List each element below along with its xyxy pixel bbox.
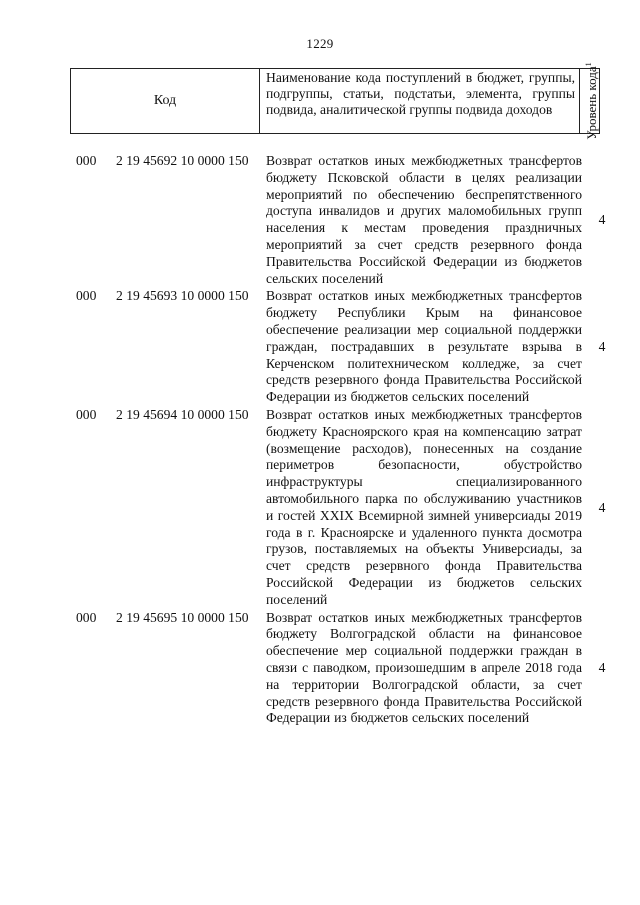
row-admin-code: 000 [76, 288, 97, 304]
row-code: 2 19 45695 10 0000 150 [116, 609, 249, 625]
row-admin-code: 000 [76, 406, 97, 422]
table-row [0, 407, 640, 609]
header-level-text [581, 62, 597, 139]
row-name: Возврат остатков иных межбюджетных трансфертов бюджету Республики Крым на финансовое обеспечение реализации мер социальной поддержки граждан, пострадавших в результате взрыва в Керченском политехническом колледже, за счет средств резервного фонда Правительства Российской Федерации из бюджетов сельских поселений [266, 288, 582, 405]
row-name: Возврат остатков иных межбюджетных трансфертов бюджету Псковской области в целях реализации мероприятий по обеспечению беспрепятственного доступа инвалидов и других маломобильных групп населения к местам проведения праздничных мероприятий за счет средств резервного фонда Правительства Российской Федерации из бюджетов сельских поселений [266, 153, 582, 286]
row-code: 2 19 45693 10 0000 150 [116, 288, 249, 304]
row-level: 4 [598, 499, 606, 515]
table-row [0, 288, 640, 406]
row-name: Возврат остатков иных межбюджетных трансфертов бюджету Красноярского края на компенсацию затрат (возмещение расходов), понесенных на создание периметров безопасности, обустройство инфраструктуры специализированного автомобильного парка по обслуживанию участников и гостей XXIX Всемирной зимней универсиады 2019 года в г. Красноярске и удаленного пункта досмотра грузов, поставляемых на объекты Универсиады, за счет средств резервного фонда Правительства Российской Федерации из бюджетов сельских поселений [266, 406, 582, 607]
header-code: Код [71, 69, 260, 133]
table-row [0, 153, 640, 287]
header-name: Наименование кода поступлений в бюджет, группы, подгруппы, статьи, подстатьи, элемента, группы подвида, аналитической группы подвида доходов [260, 69, 580, 133]
table-header [70, 62, 600, 140]
row-name: Возврат остатков иных межбюджетных трансфертов бюджету Волгоградской области на финансовое обеспечение мер социальной поддержки граждан в связи с паводком, произошедшим в апреле 2018 года на территории Волгоградской области, за счет средств резервного фонда Правительства Российской Федерации из бюджетов сельских поселений [266, 609, 582, 726]
header-level [580, 62, 599, 140]
page-number: 1229 [306, 36, 334, 51]
row-code: 2 19 45692 10 0000 150 [116, 153, 249, 168]
row-admin-code: 000 [76, 609, 97, 625]
row-level: 4 [598, 339, 606, 355]
table-body [0, 153, 640, 728]
table-row [0, 610, 640, 728]
row-admin-code: 000 [76, 153, 97, 168]
header-level-footnote: 1 [583, 62, 593, 67]
row-code: 2 19 45694 10 0000 150 [116, 406, 249, 422]
row-level: 4 [598, 660, 606, 676]
row-level: 4 [598, 212, 606, 228]
header-level-label: Уровень кода [583, 66, 599, 140]
